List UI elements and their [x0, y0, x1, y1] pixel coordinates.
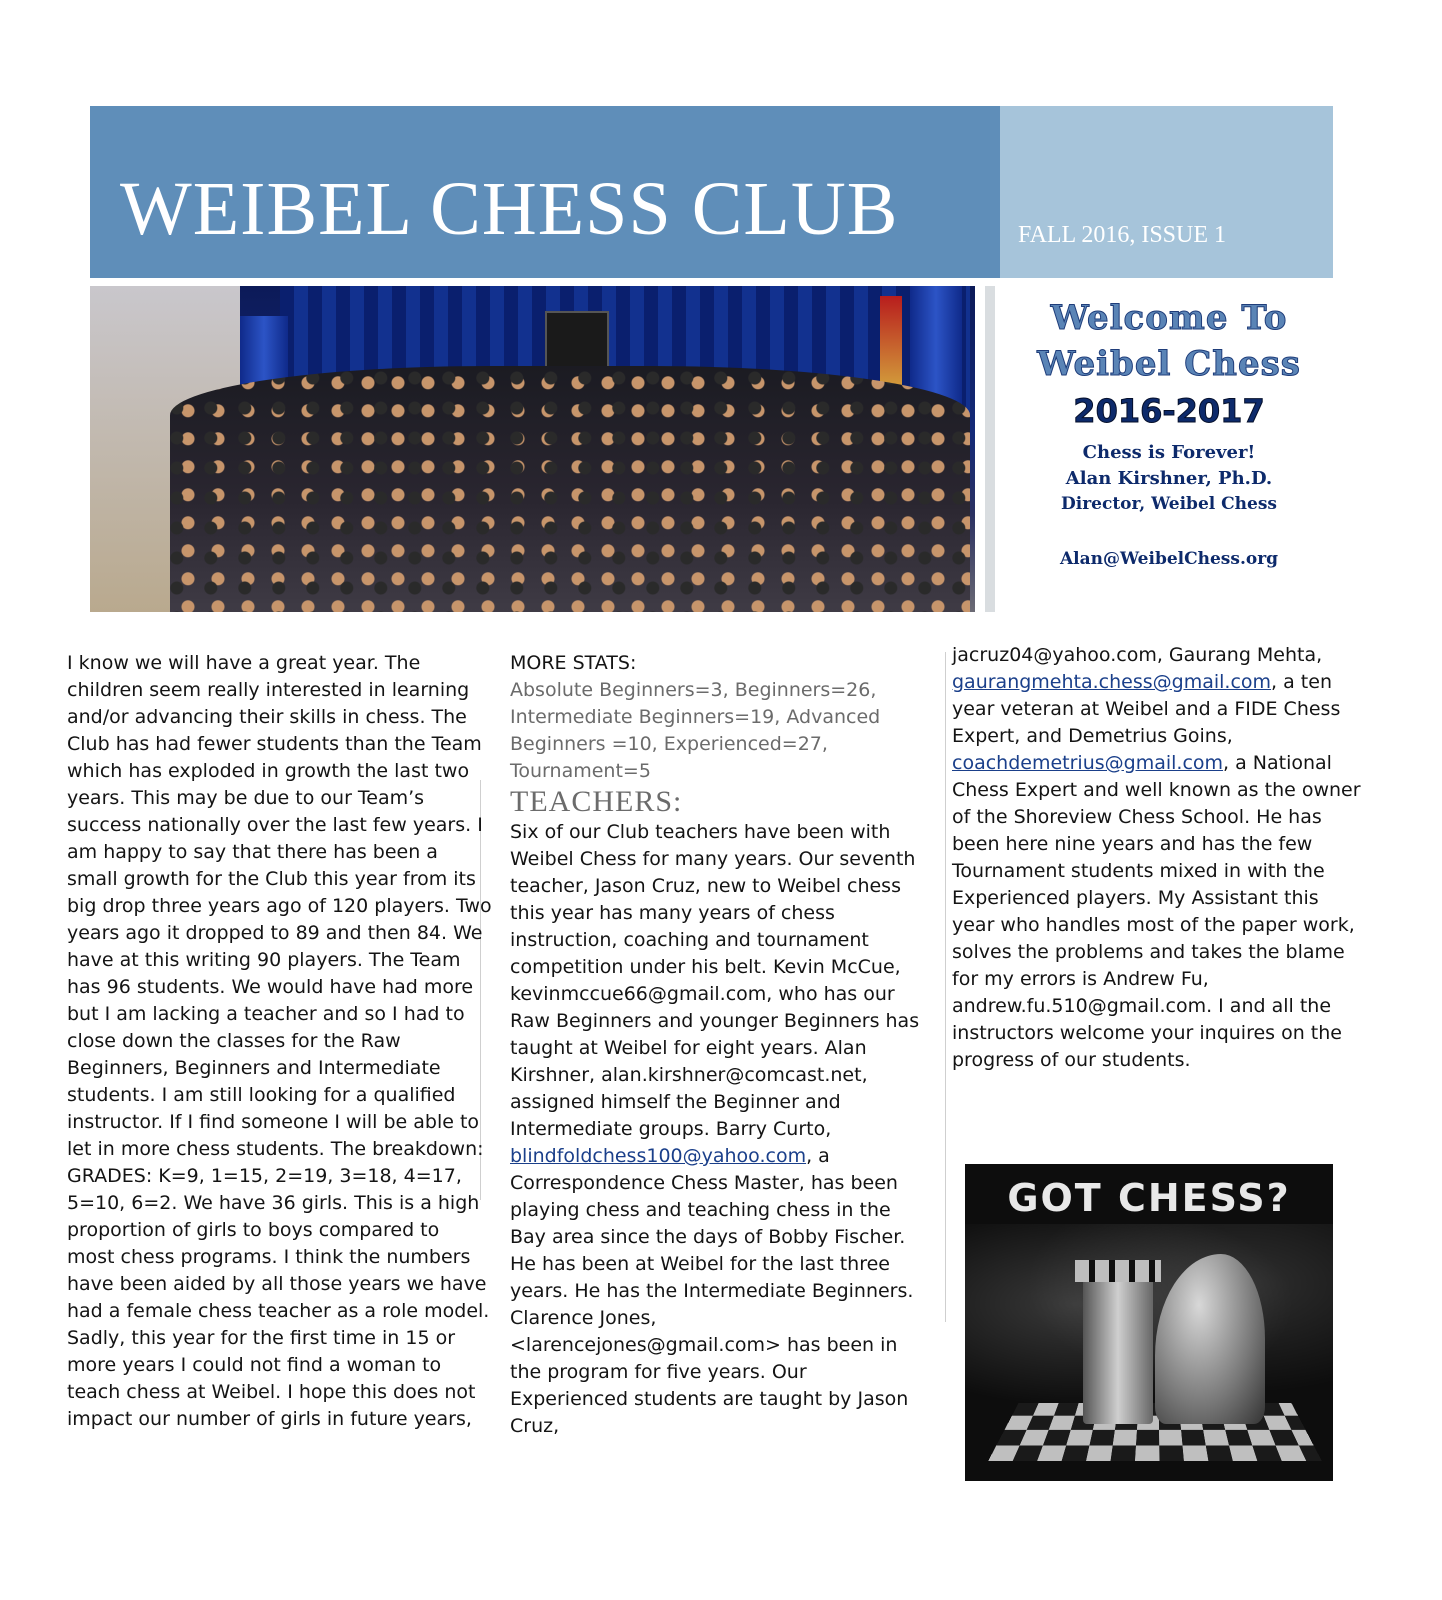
article-column-3 [952, 642, 1367, 1074]
col3-text: , a ten year veteran at Weibel and a FIDE Chess Expert, and Demetrius Goins, [952, 671, 1341, 747]
teachers-paragraph-cont [952, 642, 1367, 1074]
teachers-text: Six of our Club teachers have been with Weibel Chess for many years. Our seventh teacher, Jason Cruz, new to Weibel chess this year has many years of chess instruction, coaching and tournament competition under his belt. Kevin McCue, kevinmccue66@gmail.com, who has our Raw Beginners and younger Beginners has taught at Weibel for eight years. Alan Kirshner, alan.kirshner@comcast.net, assigned himself the Beginner and Intermediate groups. Barry Curto, [510, 821, 920, 1140]
welcome-line: Welcome To [1050, 298, 1288, 338]
stats-heading: MORE STATS: [510, 652, 637, 674]
newsletter-title: WEIBEL CHESS CLUB [120, 167, 899, 251]
teachers-heading: TEACHERS: [510, 785, 683, 818]
masthead [90, 106, 1333, 278]
got-chess-title: GOT CHESS? [1007, 1176, 1291, 1220]
title-banner [90, 106, 1000, 278]
article-column-1 [67, 650, 492, 1433]
director-title: Director, Weibel Chess [1061, 494, 1277, 514]
got-chess-graphic [965, 1164, 1333, 1481]
issue-banner [1000, 106, 1333, 278]
intro-paragraph: I know we will have a great year. The children seem really interested in learning and/or advancing their skills in chess. The Club has had fewer students than the Team which has exploded in growth the last two years. This may be due to our Team’s success nationally over the last few years. I am happy to say that there has been a small growth for the Club this year from its big drop three years ago of 120 players. Two years ago it dropped to 89 and then 84. We have at this writing 90 players. The Team has 96 students. We would have had more but I am lacking a teacher and so I had to close down the classes for the Raw Beginners, Beginners and Intermediate students. I am still looking for a qualified instructor. If I find someone I will be able to let in more chess students. The breakdown: GRADES: K=9, 1=15, 2=19, 3=18, 4=17, 5=10, 6=2. We have 36 girls. This is a high proportion of girls to boys compared to most chess programs. I think the numbers have been aided by all those years we have had a female chess teacher as a role model. Sadly, this year for the first time in 15 or more years I could not find a woman to teach chess at Weibel. I hope this does not impact our number of girls in future years, [67, 652, 492, 1430]
students-crowd [170, 366, 970, 612]
gaurang-email-link[interactable]: gaurangmehta.chess@gmail.com [952, 671, 1272, 693]
tagline: Chess is Forever! [1082, 442, 1256, 463]
director-name: Alan Kirshner, Ph.D. [1065, 468, 1273, 489]
rook-icon [1083, 1274, 1153, 1424]
article-column-2 [510, 650, 925, 1440]
col3-text: jacruz04@yahoo.com, Gaurang Mehta, [952, 644, 1323, 666]
season-years: 2016-2017 [1073, 392, 1265, 430]
barry-email-link[interactable]: blindfoldchess100@yahoo.com [510, 1145, 807, 1167]
column-divider [945, 652, 946, 1322]
group-photo [90, 286, 975, 612]
teachers-paragraph [510, 819, 925, 1440]
col3-text: , a National Chess Expert and well known as the owner of the Shoreview Chess School. He has been here nine years and has the few Tournament students mixed in with the Experienced players. My Assistant this year who handles most of the paper work, solves the problems and takes the blame for my errors is Andrew Fu, andrew.fu.510@gmail.com. I and all the instructors welcome your inquires on the progress of our students. [952, 752, 1361, 1071]
director-email[interactable]: Alan@WeibelChess.org [1059, 549, 1279, 569]
issue-label: FALL 2016, ISSUE 1 [1018, 222, 1227, 248]
stats-text: Absolute Beginners=3, Beginners=26, Intermediate Beginners=19, Advanced Beginners =10, Experienced=27, Tournament=5 [510, 679, 881, 782]
welcome-panel [985, 286, 1343, 612]
teachers-text-cont: , a Correspondence Chess Master, has been playing chess and teaching chess in the Bay area since the days of Bobby Fischer. He has been at Weibel for the last three years. He has the Intermediate Beginners. Clarence Jones, <larencejones@gmail.com> has been in the program for five years. Our Experienced students are taught by Jason Cruz, [510, 1145, 914, 1437]
demetrius-email-link[interactable]: coachdemetrius@gmail.com [952, 752, 1224, 774]
welcome-line: Weibel Chess [1037, 344, 1301, 384]
